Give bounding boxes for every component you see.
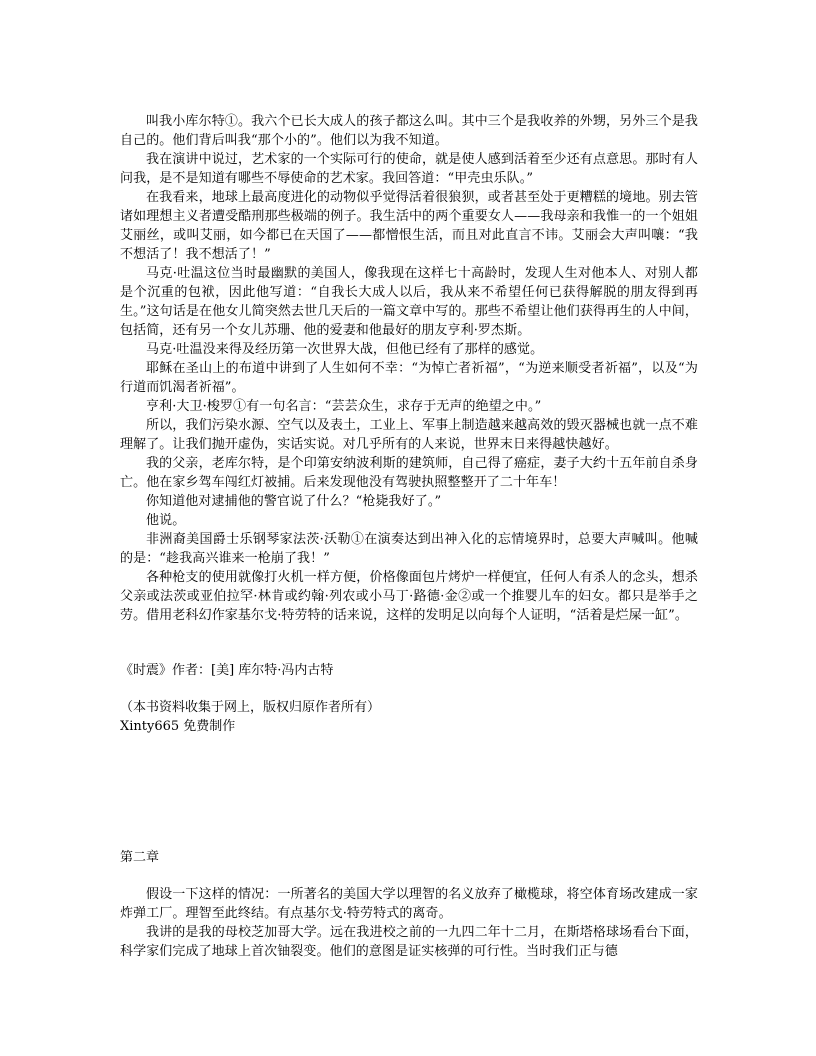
body-paragraph: 叫我小库尔特①。我六个已长大成人的孩子都这么叫。其中三个是我收养的外甥，另外三个是我自己的。他们背后叫我“那个小的”。他们以为我不知道。 — [120, 114, 698, 148]
chapter-heading: 第二章 — [120, 850, 160, 865]
chapter-paragraph: 假设一下这样的情况：一所著名的美国大学以理智的名义放弃了橄榄球，将空体育场改建成一家炸弹工厂。理智至此终结。有点基尔戈·特劳特式的离奇。 — [120, 887, 698, 921]
body-paragraph: 耶稣在圣山上的布道中讲到了人生如何不幸：“为悼亡者祈福”，“为逆来顺受者祈福”，以及“为行道而饥渴者祈福”。 — [120, 361, 698, 395]
document-page — [120, 112, 698, 961]
body-paragraph: 各种枪支的使用就像打火机一样方便，价格像面包片烤炉一样便宜，任何人有杀人的念头，想杀父亲或法茨或亚伯拉罕·林肯或约翰·列农或小马丁·路德·金②或一个推婴儿车的妇女。都只是举手之劳。借用老科幻作家基尔戈·特劳特的话来说，这样的发明足以向每个人证明，“活着是烂屎一缸”。 — [120, 570, 698, 623]
body-paragraph: 所以，我们污染水源、空气以及表土，工业上、军事上制造越来越高效的毁灭器械也就一点不难理解了。让我们抛开虚伪，实话实说。对几乎所有的人来说，世界末日来得越快越好。 — [120, 418, 698, 452]
body-paragraph: 马克·吐温没来得及经历第一次世界大战，但他已经有了那样的感觉。 — [146, 342, 544, 357]
body-paragraph: 亨利·大卫·梭罗①有一句名言：“芸芸众生，求存于无声的绝望之中。” — [146, 399, 542, 414]
chapter-paragraph: 我讲的是我的母校芝加哥大学。远在我进校之前的一九四二年十二月，在斯塔格球场看台下面，科学家们完成了地球上首次铀裂变。他们的意图是证实核弹的可行性。当时我们正与德 — [120, 925, 698, 959]
body-paragraph: 他说。 — [146, 513, 186, 528]
book-title-line: 《时震》作者：[美] 库尔特·冯内古特 — [120, 663, 334, 678]
body-paragraph: 在我看来，地球上最高度进化的动物似乎觉得活着很狼狈，或者甚至处于更糟糕的境地。别去管诸如理想主义者遭受酷刑那些极端的例子。我生活中的两个重要女人——我母亲和我惟一的一个姐姐艾丽丝，或叫艾丽，如今都已在天国了——都憎恨生活，而且对此直言不讳。艾丽会大声叫嚷：“我不想活了！我不想活了！” — [120, 190, 698, 262]
copyright-notice: （本书资料收集于网上，版权归原作者所有） — [120, 700, 381, 715]
body-paragraph: 马克·吐温这位当时最幽默的美国人，像我现在这样七十高龄时，发现人生对他本人、对别人都是个沉重的包袱，因此他写道：“自我长大成人以后，我从来不希望任何已获得解脱的朋友得到再生。”这句话是在他女儿简突然去世几天后的一篇文章中写的。那些不希望让他们获得再生的人中间，包括简，还有另一个女儿苏珊、他的爱妻和他最好的朋友亨利·罗杰斯。 — [120, 266, 698, 338]
body-paragraph: 我在演讲中说过，艺术家的一个实际可行的使命，就是使人感到活着至少还有点意思。那时有人问我，是不是知道有哪些不辱使命的艺术家。我回答道：“甲壳虫乐队。” — [120, 152, 698, 186]
spacer — [120, 625, 698, 661]
producer-credit: Xinty665 免费制作 — [120, 719, 236, 734]
body-paragraph: 非洲裔美国爵士乐钢琴家法茨·沃勒①在演奏达到出神入化的忘情境界时，总要大声喊叫。他喊的是：“趁我高兴谁来一枪崩了我！” — [120, 532, 698, 566]
spacer — [120, 680, 698, 698]
body-paragraph: 我的父亲，老库尔特，是个印第安纳波利斯的建筑师，自己得了癌症，妻子大约十五年前自杀身亡。他在家乡驾车闯红灯被捕。后来发现他没有驾驶执照整整开了二十年车！ — [120, 456, 698, 490]
spacer — [120, 867, 698, 885]
spacer — [120, 736, 698, 848]
body-paragraph: 你知道他对逮捕他的警官说了什么？“枪毙我好了。” — [146, 494, 442, 509]
